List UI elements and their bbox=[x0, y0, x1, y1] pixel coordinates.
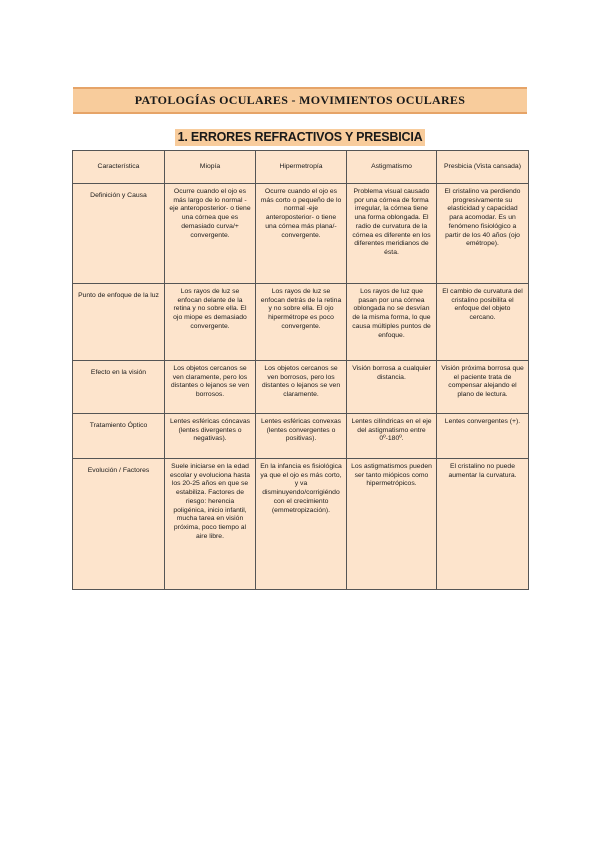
table-cell: El cambio de curvatura del cristalino posibilita el enfoque del objeto cercano. bbox=[437, 284, 529, 361]
section-heading bbox=[0, 128, 600, 146]
section-title: 1. ERRORES REFRACTIVOS Y PRESBICIA bbox=[175, 129, 426, 146]
table-cell: Los astigmatismos pueden ser tanto miópicos como hipermetrópicos. bbox=[347, 459, 437, 590]
table-cell: Lentes esféricas cóncavas (lentes divergentes o negativas). bbox=[165, 414, 256, 459]
table-cell: El cristalino no puede aumentar la curvatura. bbox=[437, 459, 529, 590]
column-header: Miopía bbox=[165, 151, 256, 184]
document-title-banner bbox=[73, 87, 527, 114]
row-label: Definición y Causa bbox=[73, 184, 165, 284]
column-header: Hipermetropía bbox=[256, 151, 347, 184]
table-row bbox=[73, 459, 529, 590]
table-cell: Lentes convergentes (+). bbox=[437, 414, 529, 459]
table-cell: Ocurre cuando el ojo es más largo de lo normal -eje anteroposterior- o tiene una córnea que es demasiado curva/+ convergente. bbox=[165, 184, 256, 284]
document-title: PATOLOGÍAS OCULARES - MOVIMIENTOS OCULARES bbox=[134, 93, 466, 107]
table-cell: Los rayos de luz se enfocan delante de la retina y no sobre ella. El ojo miope es demasiado convergente. bbox=[165, 284, 256, 361]
table-cell: En la infancia es fisiológica ya que el ojo es más corto, y va disminuyendo/corrigiéndo con el crecimiento (emmetropización). bbox=[256, 459, 347, 590]
table-cell: Visión próxima borrosa que el paciente trata de compensar alejando el plano de lectura. bbox=[437, 361, 529, 414]
table-cell: Suele iniciarse en la edad escolar y evoluciona hasta los 20-25 años en que se estabiliza. Factores de riesgo: herencia poligénica, inicio infantil, mucha tarea en visión próxima, poco tiempo al aire libre. bbox=[165, 459, 256, 590]
table-cell: Lentes esféricas convexas (lentes convergentes o positivas). bbox=[256, 414, 347, 459]
row-label: Punto de enfoque de la luz bbox=[73, 284, 165, 361]
table-cell: Lentes cilíndricas en el eje del astigmatismo entre 0º-180º. bbox=[347, 414, 437, 459]
table-cell: Ocurre cuando el ojo es más corto o pequeño de lo normal -eje anteroposterior- o tiene una córnea más plana/- convergente. bbox=[256, 184, 347, 284]
table-cell: Visión borrosa a cualquier distancia. bbox=[347, 361, 437, 414]
table-cell: Los objetos cercanos se ven claramente, pero los distantes o lejanos se ven borrosos. bbox=[165, 361, 256, 414]
table-cell: Problema visual causado por una córnea de forma irregular, la córnea tiene una forma oblongada. El radio de curvatura de la córnea es diferente en los diferentes meridianos de ésta. bbox=[347, 184, 437, 284]
table-row bbox=[73, 184, 529, 284]
row-label: Evolución / Factores bbox=[73, 459, 165, 590]
row-label: Tratamiento Óptico bbox=[73, 414, 165, 459]
column-header: Presbicia (Vista cansada) bbox=[437, 151, 529, 184]
table-row bbox=[73, 284, 529, 361]
table-header-row bbox=[73, 151, 529, 184]
table-cell: El cristalino va perdiendo progresivamente su elasticidad y capacidad para acomodar. Es un fenómeno fisiológico a partir de los 40 años (ojo emétrope). bbox=[437, 184, 529, 284]
table-cell: Los rayos de luz que pasan por una córnea oblongada no se desvían de la misma forma, lo que causa múltiples puntos de enfoque. bbox=[347, 284, 437, 361]
table-cell: Los objetos cercanos se ven borrosos, pero los distantes o lejanos se ven claramente. bbox=[256, 361, 347, 414]
row-label: Efecto en la visión bbox=[73, 361, 165, 414]
column-header: Característica bbox=[73, 151, 165, 184]
column-header: Astigmatismo bbox=[347, 151, 437, 184]
refractive-errors-table bbox=[72, 150, 529, 590]
table-row bbox=[73, 361, 529, 414]
table-row bbox=[73, 414, 529, 459]
table-cell: Los rayos de luz se enfocan detrás de la retina y no sobre ella. El ojo hipermétrope es poco convergente. bbox=[256, 284, 347, 361]
